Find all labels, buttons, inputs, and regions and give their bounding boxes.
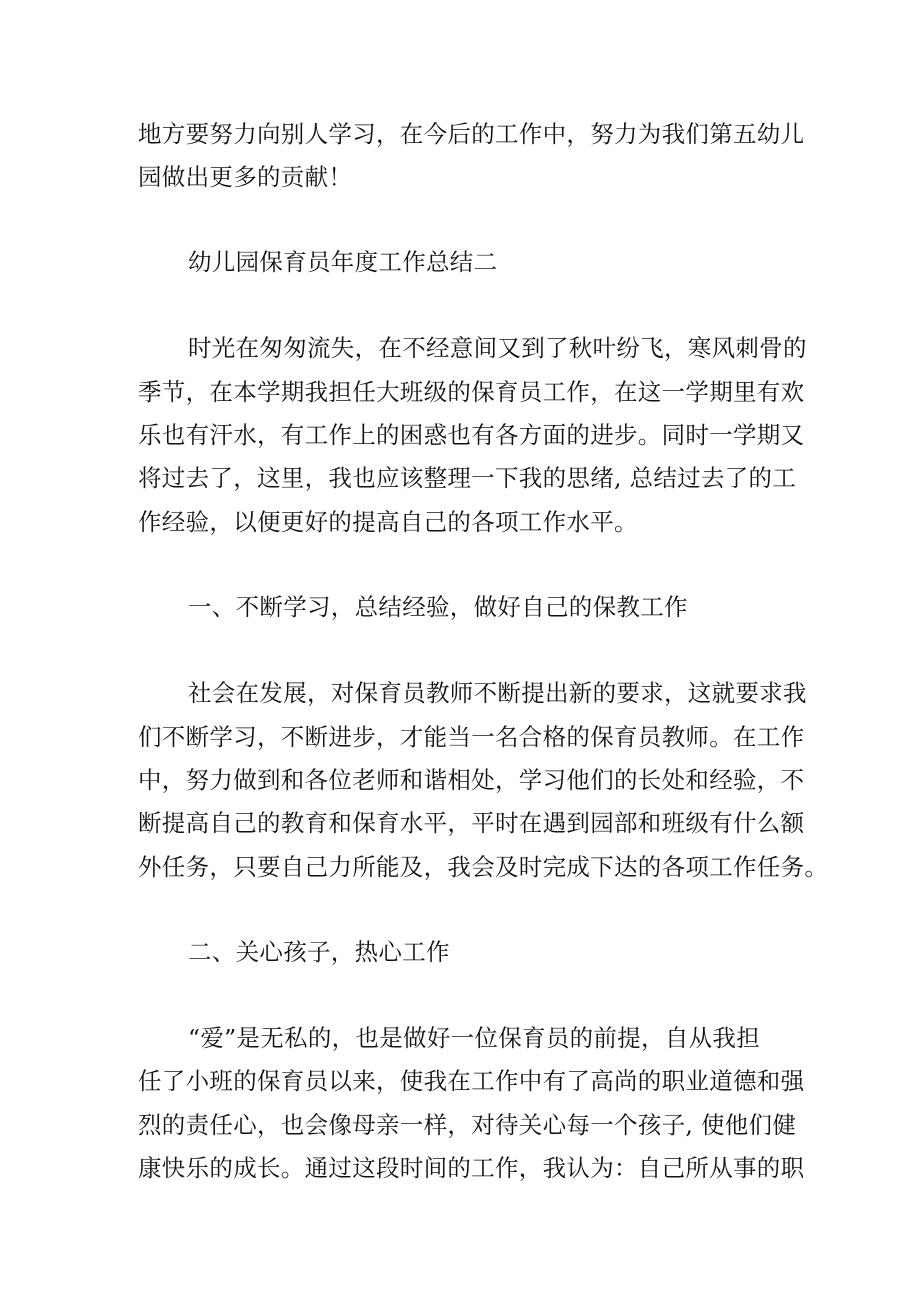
paragraph-line: 季节，在本学期我担任大班级的保育员工作，在这一学期里有欢 xyxy=(138,378,805,406)
paragraph-line: 乐也有汗水，有工作上的困惑也有各方面的进步。同时一学期又 xyxy=(138,421,805,449)
section-heading: 二、关心孩子，热心工作 xyxy=(188,938,450,966)
paragraph-line: 们不断学习，不断进步，才能当一名合格的保育员教师。在工作 xyxy=(138,723,805,751)
paragraph-line: “爱”是无私的，也是做好一位保育员的前提，自从我担 xyxy=(188,1024,761,1052)
paragraph-line: 将过去了，这里，我也应该整理一下我的思绪, 总结过去了的工 xyxy=(138,464,797,492)
paragraph-line: 地方要努力向别人学习，在今后的工作中，努力为我们第五幼儿 xyxy=(138,120,805,148)
paragraph-line: 外任务，只要自己力所能及，我会及时完成下达的各项工作任务。 xyxy=(138,853,829,881)
paragraph-line: 园做出更多的贡献！ xyxy=(138,163,353,191)
section-heading: 一、不断学习，总结经验，做好自己的保教工作 xyxy=(188,593,688,621)
paragraph-line: 任了小班的保育员以来，使我在工作中有了高尚的职业道德和强 xyxy=(138,1067,805,1095)
paragraph-line: 康快乐的成长。通过这段时间的工作，我认为：自己所从事的职 xyxy=(138,1154,805,1182)
paragraph-line: 烈的责任心，也会像母亲一样，对待关心每一个孩子, 使他们健 xyxy=(138,1111,797,1139)
paragraph-line: 断提高自己的教育和保育水平，平时在遇到园部和班级有什么额 xyxy=(138,809,805,837)
paragraph-line: 时光在匆匆流失，在不经意间又到了秋叶纷飞，寒风刺骨的 xyxy=(188,334,807,362)
document-heading: 幼儿园保育员年度工作总结二 xyxy=(188,248,498,276)
paragraph-line: 作经验，以便更好的提高自己的各项工作水平。 xyxy=(138,508,638,536)
paragraph-line: 社会在发展，对保育员教师不断提出新的要求，这就要求我 xyxy=(188,679,807,707)
paragraph-line: 中，努力做到和各位老师和谐相处，学习他们的长处和经验，不 xyxy=(138,766,805,794)
